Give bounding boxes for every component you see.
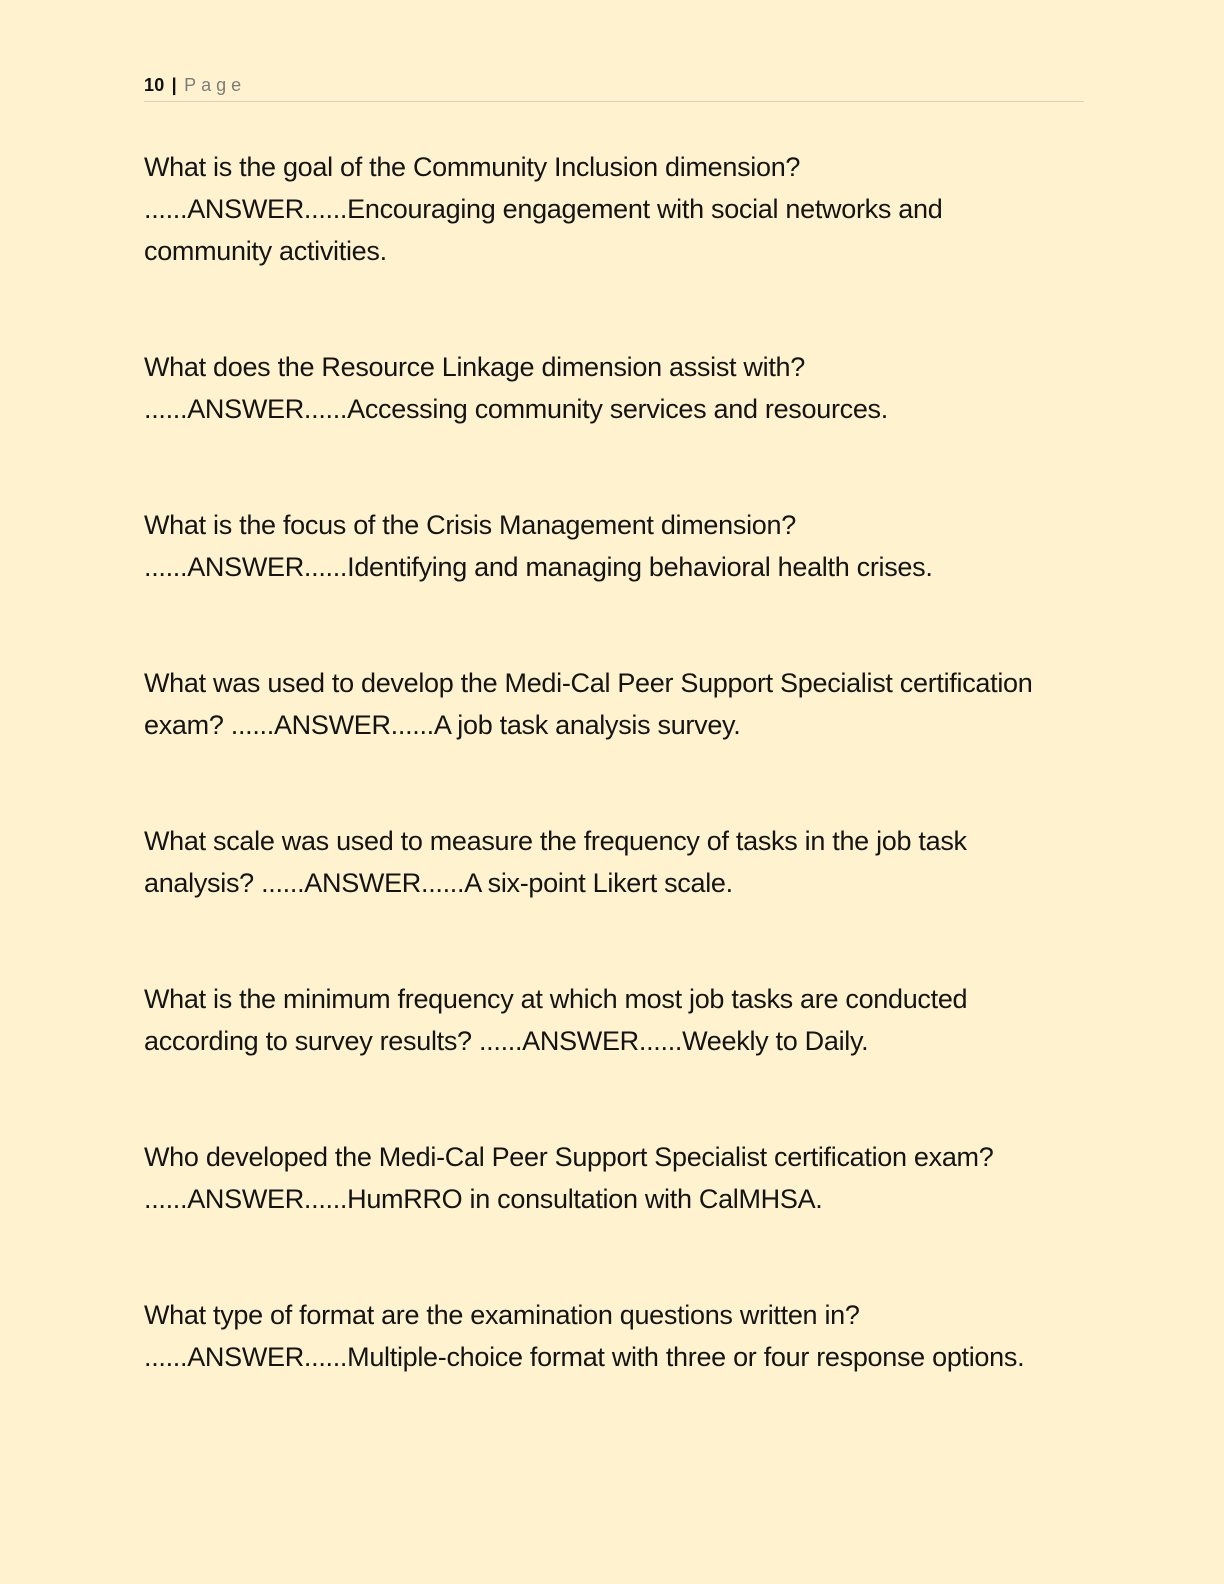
answer-text: Multiple-choice format with three or four response options. [347,1342,1025,1372]
answer-marker: ......ANSWER...... [261,868,465,898]
answer-text: A six-point Likert scale. [464,868,733,898]
qa-item [144,1294,1074,1378]
page-number: 10 [144,75,165,95]
answer-marker: ......ANSWER...... [478,1026,683,1056]
question-text: What is the goal of the Community Inclusion dimension? [144,152,801,182]
qa-item [144,146,1074,272]
qa-item [144,346,1074,430]
page-header [144,72,1084,102]
answer-marker: ......ANSWER...... [144,394,348,424]
question-text: Who developed the Medi-Cal Peer Support Specialist certification exam? [144,1142,994,1172]
answer-marker: ......ANSWER...... [230,710,434,740]
qa-item [144,820,1074,904]
answer-text: Accessing community services and resources. [347,394,888,424]
question-text: What was used to develop the Medi-Cal Peer Support Specialist certification exam? [144,668,1033,740]
question-text: What type of format are the examination questions written in? [144,1300,860,1330]
header-separator: | [171,75,177,95]
question-text: What does the Resource Linkage dimension assist with? [144,352,805,382]
qa-item [144,1136,1074,1220]
question-text: What scale was used to measure the frequency of tasks in the job task analysis? [144,826,967,898]
question-text: What is the minimum frequency at which most job tasks are conducted according to survey results? [144,984,968,1056]
qa-item [144,978,1074,1062]
answer-marker: ......ANSWER...... [144,552,348,582]
answer-text: Weekly to Daily. [682,1026,869,1056]
qa-list [144,146,1074,1378]
qa-item [144,662,1074,746]
answer-marker: ......ANSWER...... [144,1342,348,1372]
answer-marker: ......ANSWER...... [144,1184,348,1214]
question-text: What is the focus of the Crisis Management dimension? [144,510,796,540]
page-label: Page [184,75,247,95]
answer-text: Encouraging engagement with social networks and community activities. [144,194,943,266]
answer-marker: ......ANSWER...... [144,194,348,224]
answer-text: A job task analysis survey. [433,710,741,740]
answer-text: HumRRO in consultation with CalMHSA. [347,1184,823,1214]
qa-item [144,504,1074,588]
answer-text: Identifying and managing behavioral health crises. [347,552,933,582]
